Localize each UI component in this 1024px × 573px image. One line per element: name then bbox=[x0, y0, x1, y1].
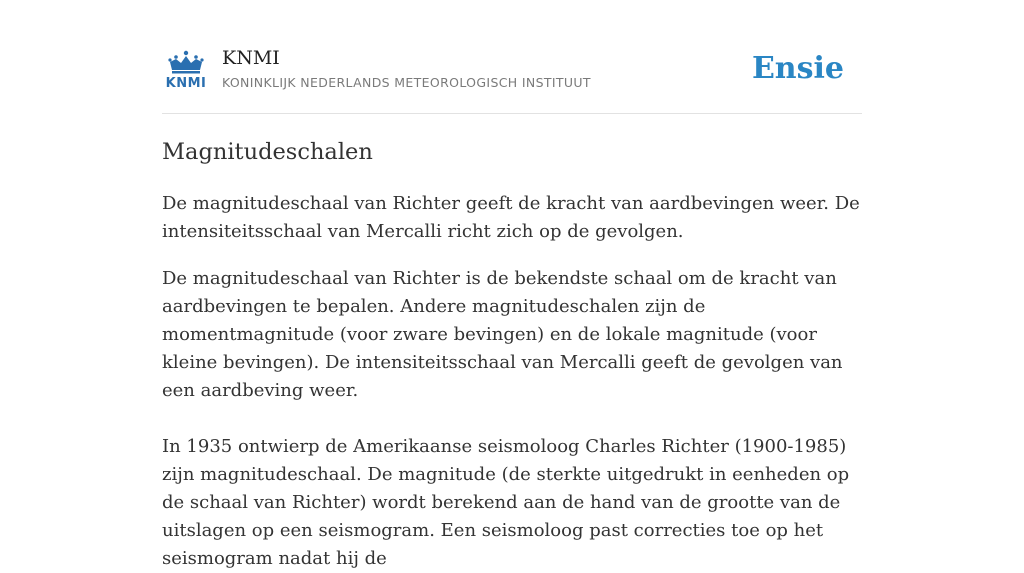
header bbox=[162, 0, 862, 114]
org-name: KNMI bbox=[222, 47, 280, 69]
article-paragraph: De magnitudeschaal van Richter is de bekendste schaal om de kracht van aardbevingen te bepalen. Andere magnitudeschalen zijn de momentmagnitude (voor zware bevingen) en de lokale magnitude (voor kleine bevingen). De intensiteitsschaal van Mercalli geeft de gevolgen van een aardbeving weer. bbox=[162, 268, 843, 401]
logo-text: KNMI bbox=[165, 76, 207, 91]
knmi-crown-logo-icon[interactable] bbox=[164, 50, 208, 90]
article-paragraph: In 1935 ontwierp de Amerikaanse seismoloog Charles Richter (1900-1985) zijn magnitudeschaal. De magnitude (de sterkte uitgedrukt in eenheden op de schaal van Richter) wordt berekend aan de hand van de grootte van de uitslagen op een seismogram. Een seismoloog past correcties toe op het seismogram nadat hij de bbox=[162, 436, 850, 569]
content-container bbox=[162, 0, 862, 569]
page-title: Magnitudeschalen bbox=[162, 139, 373, 165]
org-full-name: KONINKLIJK NEDERLANDS METEOROLOGISCH INSTITUUT bbox=[222, 75, 591, 90]
brand-link[interactable]: Ensie bbox=[751, 51, 844, 86]
article-body bbox=[162, 190, 862, 573]
article-intro: De magnitudeschaal van Richter geeft de kracht van aardbevingen weer. De intensiteitsschaal van Mercalli richt zich op de gevolgen. bbox=[162, 193, 860, 242]
